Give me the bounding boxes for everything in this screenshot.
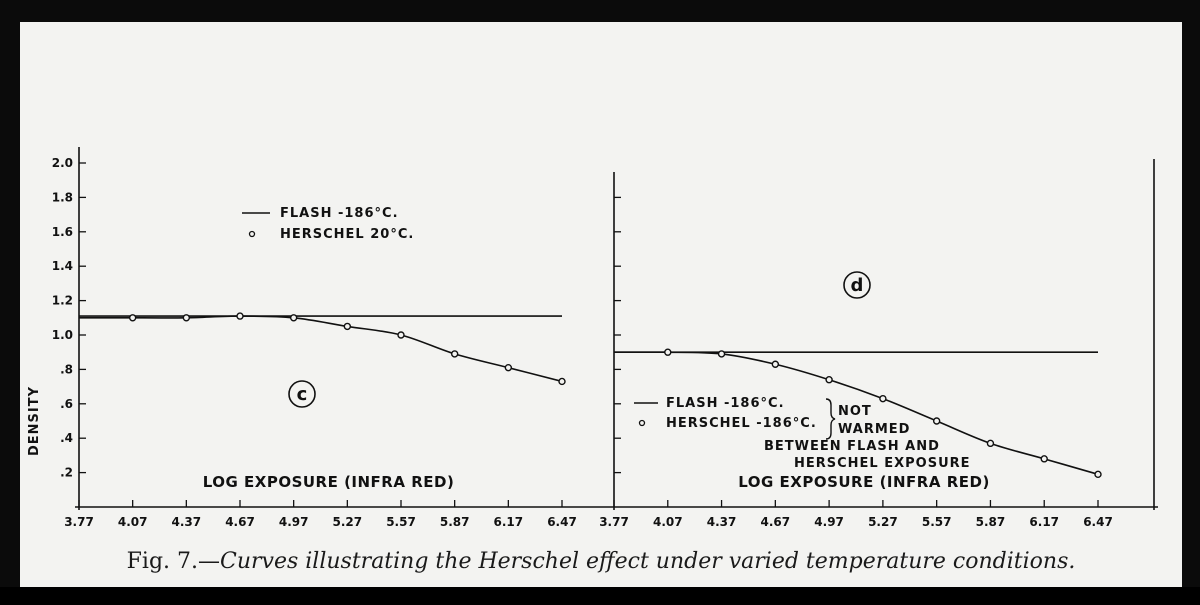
herschel-effect-figure (20, 22, 1182, 542)
chart-d-legend-label: HERSCHEL -186°C. (666, 416, 817, 431)
chart-c-y-tick-label: 1.0 (51, 328, 73, 342)
chart-c-y-axis-label: DENSITY (27, 385, 42, 457)
chart-d-x-tick-label: 4.97 (814, 515, 844, 529)
chart-c-y-tick-label: .2 (60, 465, 73, 480)
chart-c-herschel-data-point (559, 378, 565, 384)
chart-c-x-tick-label: 3.77 (64, 515, 94, 529)
chart-d-herschel-data-point (826, 377, 832, 383)
chart-c-y-tick-label: 1.2 (51, 293, 73, 308)
chart-d-legend-note: WARMED (838, 422, 911, 437)
chart-d-herschel-data-point (772, 361, 778, 367)
chart-d-legend-label: FLASH -186°C. (666, 396, 785, 411)
chart-d-herschel-data-point (934, 418, 940, 424)
chart-c-y-tick-label: .8 (60, 362, 73, 377)
chart-c-herschel-data-point (130, 315, 136, 321)
chart-d-legend-note: NOT (838, 404, 872, 419)
chart-d-herschel-data-point (880, 396, 886, 402)
chart-c-x-tick-label: 4.07 (117, 515, 148, 529)
chart-c-y-tick-label: 2.0 (51, 156, 73, 170)
chart-d-x-tick-label: 6.47 (1083, 515, 1113, 529)
chart-c-x-tick-label: 6.47 (547, 515, 577, 529)
chart-c-y-tick-label: 1.4 (51, 259, 73, 274)
chart-c-legend-circle-swatch (250, 232, 255, 237)
chart-c-panel-label: c (296, 384, 308, 405)
chart-d-x-tick-label: 4.07 (652, 515, 683, 529)
figure-caption (20, 549, 1182, 574)
chart-c-herschel-data-point (237, 313, 243, 319)
chart-c-herschel-data-point (505, 365, 511, 371)
chart-c-series-herschel-curve (79, 316, 562, 381)
chart-c-x-axis-label: LOG EXPOSURE (INFRA RED) (202, 473, 455, 491)
chart-c-x-tick-label: 4.97 (278, 515, 309, 529)
lantern-slide (20, 22, 1182, 587)
chart-d-x-axis-label: LOG EXPOSURE (INFRA RED) (738, 473, 990, 491)
chart-d-annotation-line: HERSCHEL EXPOSURE (794, 456, 971, 471)
chart-d-annotation-line: BETWEEN FLASH AND (764, 439, 940, 454)
chart-c-herschel-data-point (398, 332, 404, 338)
chart-d-herschel-data-point (1095, 471, 1101, 477)
chart-d-x-tick-label: 3.77 (599, 515, 629, 529)
chart-c-legend-label: FLASH -186°C. (280, 206, 399, 221)
slide-frame-bottom (0, 587, 1200, 605)
chart-d-x-tick-label: 5.57 (921, 515, 952, 529)
chart-d-legend-circle-swatch (640, 421, 645, 426)
chart-c-x-tick-label: 4.37 (171, 515, 202, 529)
chart-d-x-tick-label: 4.37 (706, 515, 737, 529)
chart-c-herschel-data-point (344, 323, 350, 329)
chart-c-y-tick-label: .6 (60, 396, 73, 411)
chart-c-y-tick-label: 1.6 (51, 224, 73, 239)
chart-c-x-tick-label: 5.87 (439, 515, 470, 529)
chart-d-herschel-data-point (719, 351, 725, 357)
chart-c-y-tick-label: .4 (60, 431, 73, 446)
chart-c-y-tick-label: 1.8 (51, 190, 73, 205)
chart-d-x-tick-label: 5.87 (975, 515, 1006, 529)
chart-d-herschel-data-point (665, 349, 671, 355)
chart-d-herschel-data-point (987, 440, 993, 446)
chart-c-x-tick-label: 4.67 (225, 515, 255, 529)
caption-prefix: Fig. 7.— (126, 549, 221, 574)
chart-d-x-tick-label: 6.17 (1029, 515, 1060, 529)
chart-c-x-tick-label: 5.57 (386, 515, 416, 529)
chart-c-x-tick-label: 5.27 (332, 515, 363, 529)
chart-d-x-tick-label: 5.27 (868, 515, 898, 529)
chart-d-x-tick-label: 4.67 (760, 515, 791, 529)
chart-c-herschel-data-point (452, 351, 458, 357)
chart-d-herschel-data-point (1041, 456, 1047, 462)
chart-d-legend-brace (826, 399, 835, 439)
chart-c-x-tick-label: 6.17 (493, 515, 524, 529)
chart-c-legend-label: HERSCHEL 20°C. (280, 227, 415, 242)
chart-c-herschel-data-point (291, 315, 297, 321)
chart-c-herschel-data-point (183, 315, 189, 321)
chart-d-panel-label: d (850, 275, 864, 296)
caption-text: Curves illustrating the Herschel effect under varied temperature conditions. (220, 549, 1076, 574)
